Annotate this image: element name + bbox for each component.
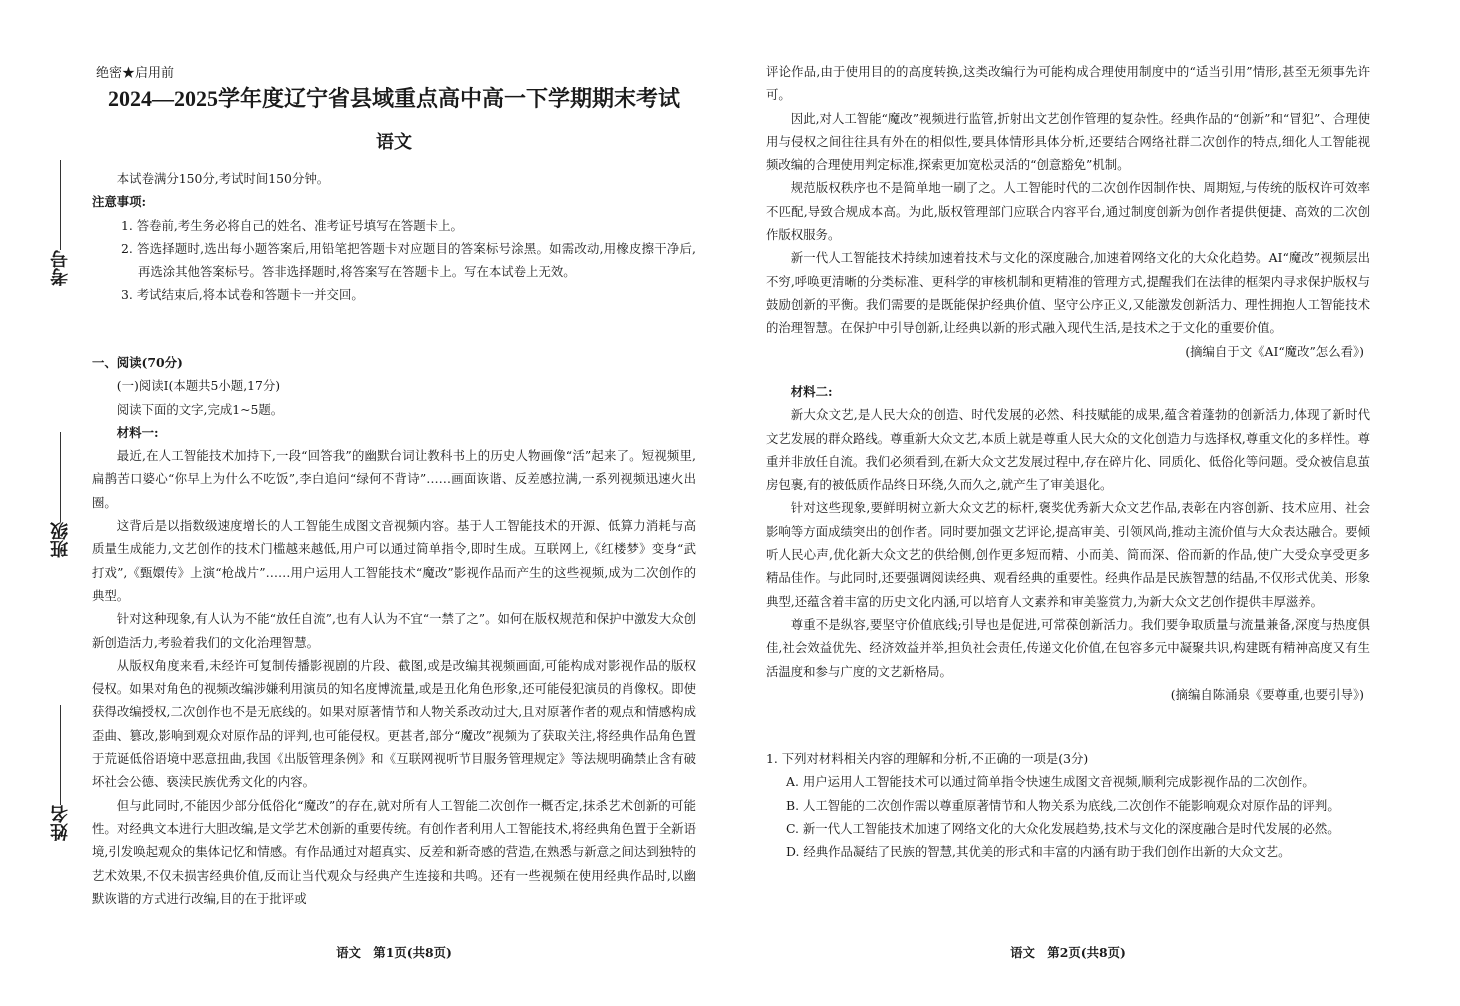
name-line bbox=[60, 705, 61, 805]
article-paragraph: 针对这种现象,有人认为不能“放任自流”,也有人认为不宜“一禁了之”。如何在版权规范和保护中激发大众创新创造活力,考验着我们的文化治理智慧。 bbox=[92, 611, 696, 650]
note-item: 2. 答选择题时,选出每小题答案后,用铅笔把答题卡对应题目的答案标号涂黑。如需改动,用橡皮擦干净后,再选涂其他答案标号。答非选择题时,将答案写在答题卡上。写在本试卷上无效。 bbox=[121, 240, 696, 280]
binding-margin bbox=[0, 0, 80, 1006]
page-2 bbox=[766, 0, 1370, 1006]
article-paragraph: 因此,对人工智能“魔改”视频进行监管,折射出文艺创作管理的复杂性。经典作品的“创新”和“冒犯”、合理使用与侵权之间往往具有外在的相似性,要具体情形具体分析,还要结合网络社群二次创作的特点,细化人工智能视频改编的合理使用判定标准,探索更加宽松灵活的“创意豁免”机制。 bbox=[766, 110, 1370, 173]
note-item: 3. 考试结束后,将本试卷和答题卡一并交回。 bbox=[121, 287, 364, 303]
source-citation: (摘编自于文《AI“魔改”怎么看》) bbox=[1185, 343, 1364, 359]
question-stem: 1. 下列对材料相关内容的理解和分析,不正确的一项是(3分) bbox=[766, 751, 1089, 766]
exam-instructions bbox=[92, 167, 696, 307]
material-2-heading: 材料二: bbox=[790, 384, 833, 399]
reading-instruction: 阅读下面的文字,完成1~5题。 bbox=[116, 401, 284, 417]
name-field[interactable] bbox=[50, 705, 72, 845]
article-paragraph: 从版权角度来看,未经许可复制传播影视剧的片段、截图,或是改编其视频画面,可能构成对影视作品的版权侵权。如果对角色的视频改编涉嫌利用演员的知名度博流量,或是丑化角色形象,还可能侵犯演员的肖像权。即使获得改编授权,二次创作也不是无底线的。如果对原著情节和人物关系改动过大,且对原著作者的观点和情感构成歪曲、篡改,影响到观众对原作品的评判,也可能侵权。更甚者,部分“魔改”视频为了获取关注,将经典作品角色置于荒诞低俗语境中恶意扭曲,我国《出版管理条例》和《互联网视听节目服务管理规定》等法规明确禁止含有破坏社会公德、亵渎民族优秀文化的内容。 bbox=[92, 657, 696, 790]
article-paragraph: 新大众文艺,是人民大众的创造、时代发展的必然、科技赋能的成果,蕴含着蓬勃的创新活力,体现了新时代文艺发展的群众路线。尊重新大众文艺,本质上就是尊重人民大众的文化创造力与选择权,尊重文化的多样性。尊重并非放任自流。我们必须看到,在新大众文艺发展过程中,存在碎片化、同质化、低俗化等问题。受众被信息茧房包裹,有的被低质作品终日环绕,久而久之,就产生了审美退化。 bbox=[766, 407, 1370, 493]
subsection-heading: (一)阅读Ⅰ(本题共5小题,17分) bbox=[116, 378, 281, 394]
article-paragraph: 最近,在人工智能技术加持下,一段“回答我”的幽默台词让教科书上的历史人物画像“活”起来了。短视频里,扁鹊苦口婆心“你早上为什么不吃饭”,李白追问“绿何不背诗”……画面诙谐、反差感拉满,一系列视频迅速火出圈。 bbox=[92, 448, 696, 510]
article-paragraph: 这背后是以指数级速度增长的人工智能生成图文音视频内容。基于人工智能技术的开源、低算力消耗与高质量生成能力,文艺创作的技术门槛越来越低,用户可以通过简单指令,即时生成。互联网上,《红楼梦》变身“武打戏”,《甄嬛传》上演“枪战片”……用户运用人工智能技术“魔改”影视作品而产生的这些视频,成为二次创作的典型。 bbox=[92, 518, 696, 603]
material-1-heading: 材料一: bbox=[116, 424, 159, 440]
section-heading: 一、阅读(70分) bbox=[92, 355, 183, 370]
page-1 bbox=[92, 0, 696, 1006]
page-1-footer: 语文 第1页(共8页) bbox=[336, 945, 452, 960]
question-option[interactable]: B. 人工智能的二次创作需以尊重原著情节和人物关系为底线,二次创作不能影响观众对原作品的评判。 bbox=[786, 797, 1340, 813]
article-paragraph: 新一代人工智能技术持续加速着技术与文化的深度融合,加速着网络文化的大众化趋势。AI“魔改”视频层出不穷,呼唤更清晰的分类标准、更科学的审核机制和更精准的管理方式,提醒我们在法律的框架内寻求保护版权与鼓励创新的平衡。我们需要的是既能保护经典价值、坚守公序正义,又能激发创新活力、理性拥抱人工智能技术的治理智慧。在保护中引导创新,让经典以新的形式融入现代生活,是技术之于文化的重要价值。 bbox=[766, 250, 1370, 336]
reading-section bbox=[92, 351, 696, 910]
article-paragraph: 但与此同时,不能因少部分低俗化“魔改”的存在,就对所有人工智能二次创作一概否定,抹杀艺术创新的可能性。对经典文本进行大胆改编,是文学艺术创新的重要传统。有创作者利用人工智能技术,将经典角色置于全新语境,引发唤起观众的集体记忆和情感。有作品通过对超真实、反差和新奇感的营造,在熟悉与新意之间达到独特的艺术效果,不仅未损害经典价值,反而让当代观众与经典产生连接和共鸣。还有一些视频在使用经典作品时,以幽默诙谐的方式进行改编,目的在于批评或 bbox=[92, 797, 696, 906]
exam-number-line bbox=[60, 160, 61, 250]
exam-number-label: 考号 bbox=[50, 250, 71, 286]
question-option[interactable]: A. 用户运用人工智能技术可以通过简单指令快速生成图文音视频,顺利完成影视作品的二次创作。 bbox=[786, 774, 1315, 790]
notes-heading: 注意事项: bbox=[92, 194, 147, 210]
subject-title: 语文 bbox=[376, 132, 412, 153]
class-field[interactable] bbox=[50, 432, 72, 562]
article-paragraph: 尊重不是纵容,要坚守价值底线;引导也是促进,可常葆创新活力。我们要争取质量与流量兼备,深度与热度俱佳,社会效益优先、经济效益并举,担负社会责任,传递文化价值,在包容多元中凝聚共识,构建既有精神高度又有生活温度和参与广度的文艺新格局。 bbox=[766, 616, 1370, 679]
question-option[interactable]: D. 经典作品凝结了民族的智慧,其优美的形式和丰富的内涵有助于我们创作出新的大众文艺。 bbox=[786, 844, 1291, 860]
question-option[interactable]: C. 新一代人工智能技术加速了网络文化的大众化发展趋势,技术与文化的深度融合是时代发展的必然。 bbox=[786, 820, 1340, 836]
note-item: 1. 答卷前,考生务必将自己的姓名、准考证号填写在答题卡上。 bbox=[121, 217, 463, 233]
class-label: 班级 bbox=[50, 522, 71, 558]
name-label: 姓名 bbox=[50, 805, 71, 841]
exam-intro: 本试卷满分150分,考试时间150分钟。 bbox=[116, 171, 330, 186]
source-citation: (摘编自陈涌泉《要尊重,也要引导》) bbox=[1170, 686, 1364, 702]
material-2 bbox=[766, 380, 1370, 706]
material-1-continued bbox=[766, 60, 1370, 363]
exam-number-field[interactable] bbox=[50, 160, 72, 288]
question-1 bbox=[766, 747, 1370, 863]
article-paragraph: 评论作品,由于使用目的的高度转换,这类改编行为可能构成合理使用制度中的“适当引用”情形,甚至无须事先许可。 bbox=[766, 64, 1370, 103]
class-line bbox=[60, 432, 61, 522]
page-2-footer: 语文 第2页(共8页) bbox=[1010, 945, 1126, 960]
confidential-mark: 绝密★启用前 bbox=[96, 66, 175, 81]
article-paragraph: 针对这些现象,要鲜明树立新大众文艺的标杆,褒奖优秀新大众文艺作品,表彰在内容创新、技术应用、社会影响等方面成绩突出的创作者。同时要加强文艺评论,提高审美、引领风尚,推动主流价值与大众表达融合。要倾听人民心声,优化新大众文艺的供给侧,创作更多短而精、小而美、简而深、俗而新的作品,使广大受众享受更多精品佳作。与此同时,还要强调阅读经典、观看经典的重要性。经典作品是民族智慧的结晶,不仅形式优美、形象典型,还蕴含着丰富的历史文化内涵,可以培育人文素养和审美鉴赏力,为新大众文艺创作提供丰厚滋养。 bbox=[766, 500, 1370, 609]
article-paragraph: 规范版权秩序也不是简单地一刷了之。人工智能时代的二次创作因制作快、周期短,与传统的版权许可效率不匹配,导致合规成本高。为此,版权管理部门应联合内容平台,通过制度创新为创作者提供便捷、高效的二次创作版权服务。 bbox=[766, 180, 1370, 243]
exam-title: 2024—2025学年度辽宁省县域重点高中高一下学期期末考试 bbox=[107, 86, 680, 111]
